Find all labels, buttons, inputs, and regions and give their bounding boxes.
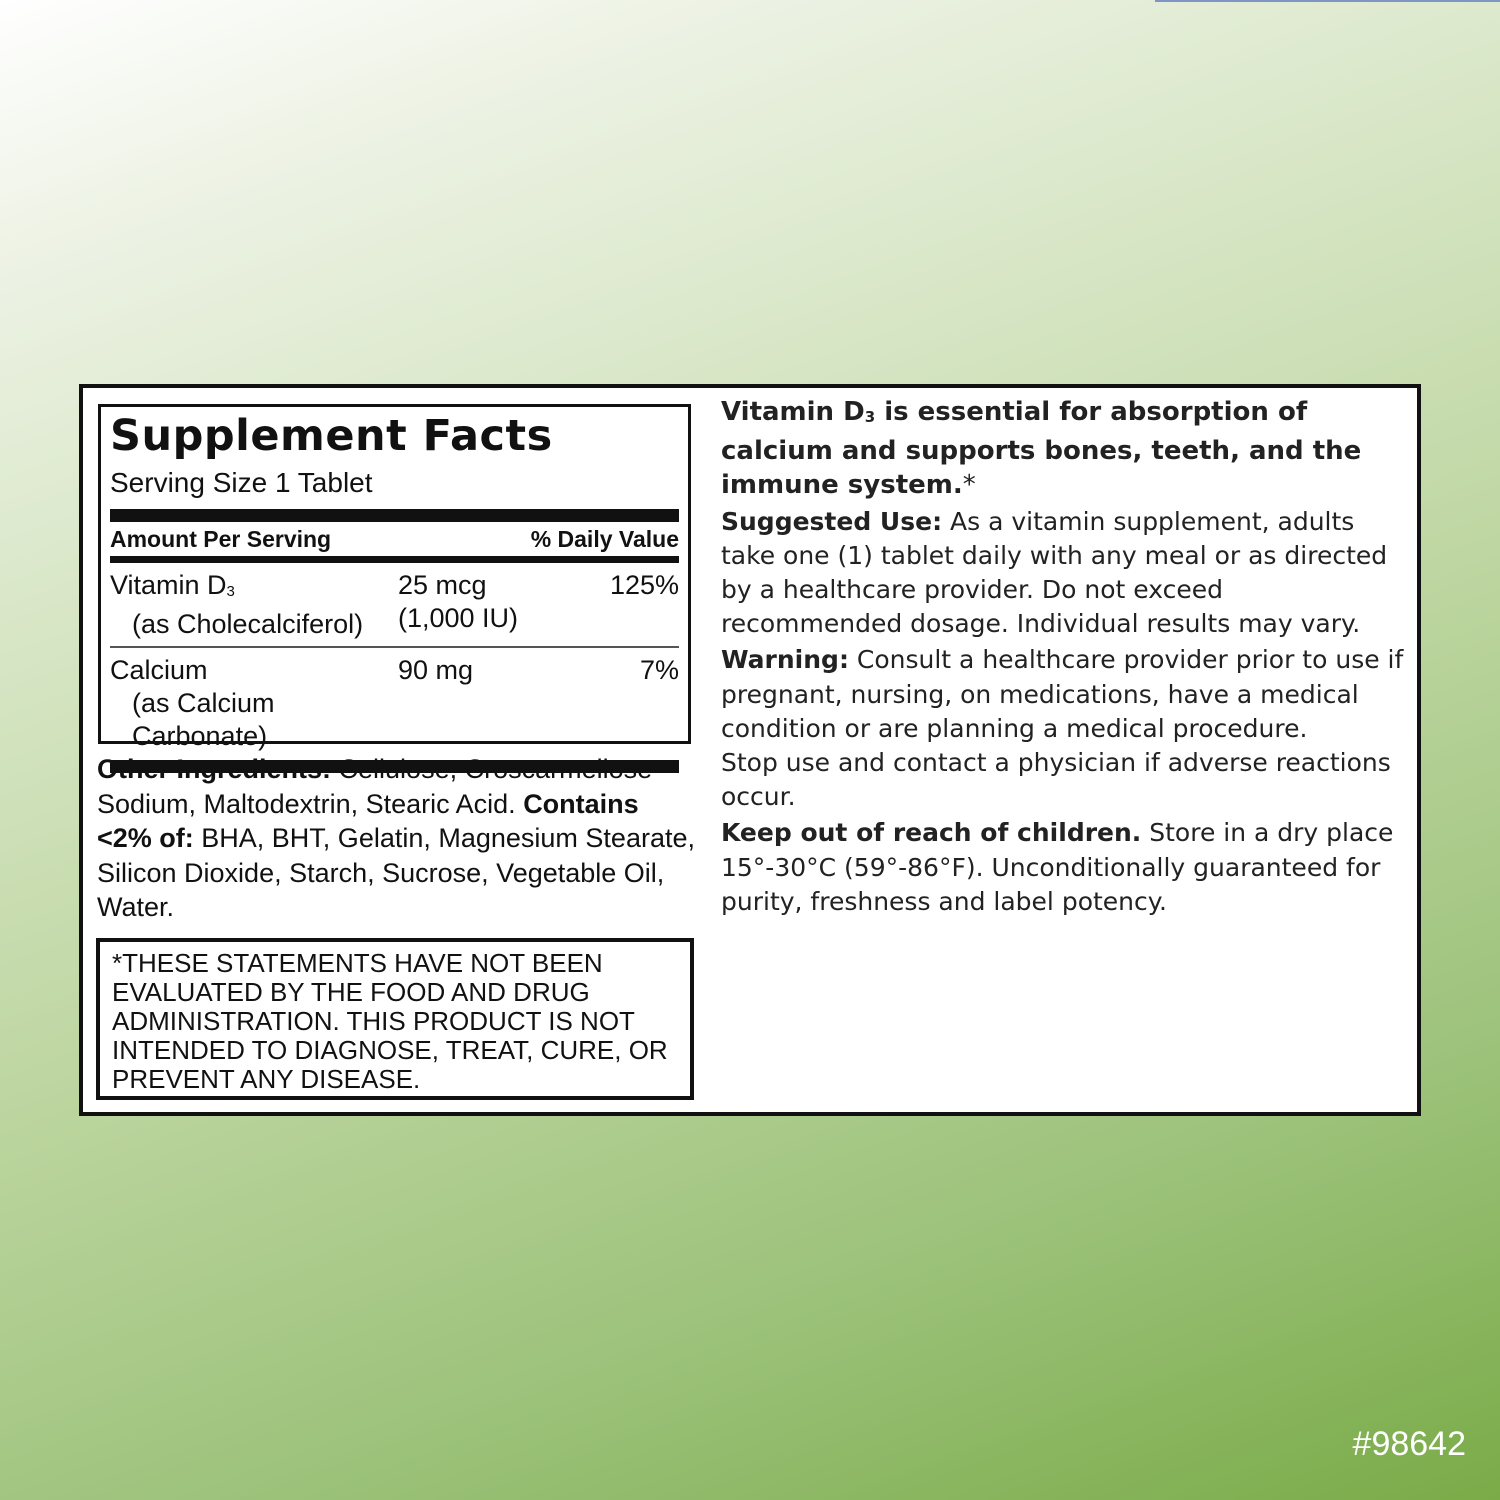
facts-header-row — [110, 522, 679, 556]
nutrient-row-vitamin-d — [110, 563, 679, 646]
storage-text: Store in a dry place 15°-30°C (59°-86°F). Unconditionally guaranteed for purity, freshness and label potency. — [721, 818, 1394, 916]
intro-text-start: Vitamin D — [721, 397, 865, 427]
stop-use: Stop use and contact a physician if adverse reactions occur. — [721, 748, 1391, 812]
nutrient-amount-alt: (1,000 IU) — [398, 603, 519, 633]
item-number: #98642 — [1352, 1425, 1466, 1463]
top-edge-line — [1155, 0, 1500, 2]
thick-divider — [110, 509, 679, 522]
product-label-panel — [79, 384, 1421, 1116]
suggested-use-label: Suggested Use: — [721, 506, 943, 536]
description-column — [721, 395, 1411, 921]
nutrient-amount: 90 mg — [398, 655, 474, 685]
keep-out-of-reach-label: Keep out of reach of children. — [721, 818, 1142, 848]
nutrient-amount: 25 mcg — [398, 570, 487, 600]
nutrient-name: Calcium — [110, 655, 208, 685]
contains-text: BHA, BHT, Gelatin, Magnesium Stearate, Silicon Dioxide, Starch, Sucrose, Vegetable Oil, Water. — [97, 823, 695, 922]
intro-text-end: is essential for absorption of calcium and supports bones, teeth, and the immune system. — [721, 397, 1362, 501]
intro-statement — [721, 395, 1411, 503]
nutrient-daily-value: 7% — [639, 655, 679, 685]
daily-value-label: % Daily Value — [530, 526, 679, 552]
suggested-use-text: As a vitamin supplement, adults take one (1) tablet daily with any meal or as directed by a healthcare provider. Do not exceed recommended dosage. Individual results may vary. — [721, 506, 1388, 639]
intro-subscript: 3 — [864, 408, 876, 426]
serving-size: Serving Size 1 Tablet — [110, 467, 373, 498]
facts-title: Supplement Facts — [110, 411, 553, 461]
fda-disclaimer-box: *THESE STATEMENTS HAVE NOT BEEN EVALUATED BY THE FOOD AND DRUG ADMINISTRATION. THIS PRODUCT IS NOT INTENDED TO DIAGNOSE, TREAT, CURE, OR PREVENT ANY DISEASE. — [96, 938, 694, 1100]
intro-asterisk: * — [962, 470, 976, 501]
nutrient-daily-value: 125% — [609, 570, 679, 600]
other-ingredients-text: Cellulose, Croscarmellose Sodium, Maltodextrin, Stearic Acid. — [97, 754, 653, 819]
nutrient-name: Vitamin D — [110, 570, 227, 600]
supplement-facts-box — [98, 404, 691, 751]
amount-per-serving-label: Amount Per Serving — [110, 526, 332, 552]
medium-divider — [110, 556, 679, 563]
warning-label: Warning: — [721, 645, 849, 675]
warning — [721, 643, 1411, 746]
nutrient-source: (as Cholecalciferol) — [132, 609, 364, 639]
storage — [721, 816, 1411, 919]
nutrient-name-subscript: 3 — [226, 583, 235, 600]
nutrient-source: (as Calcium Carbonate) — [132, 688, 275, 751]
warning-text: Consult a healthcare provider prior to use if pregnant, nursing, on medications, have a medical condition or are planning a medical procedure. — [721, 645, 1404, 743]
contains-label: Contains <2% of: — [97, 788, 639, 853]
other-ingredients-label: Other Ingredients: — [97, 754, 332, 784]
other-ingredients — [97, 752, 697, 925]
nutrient-row-calcium — [110, 648, 679, 758]
suggested-use — [721, 505, 1411, 642]
